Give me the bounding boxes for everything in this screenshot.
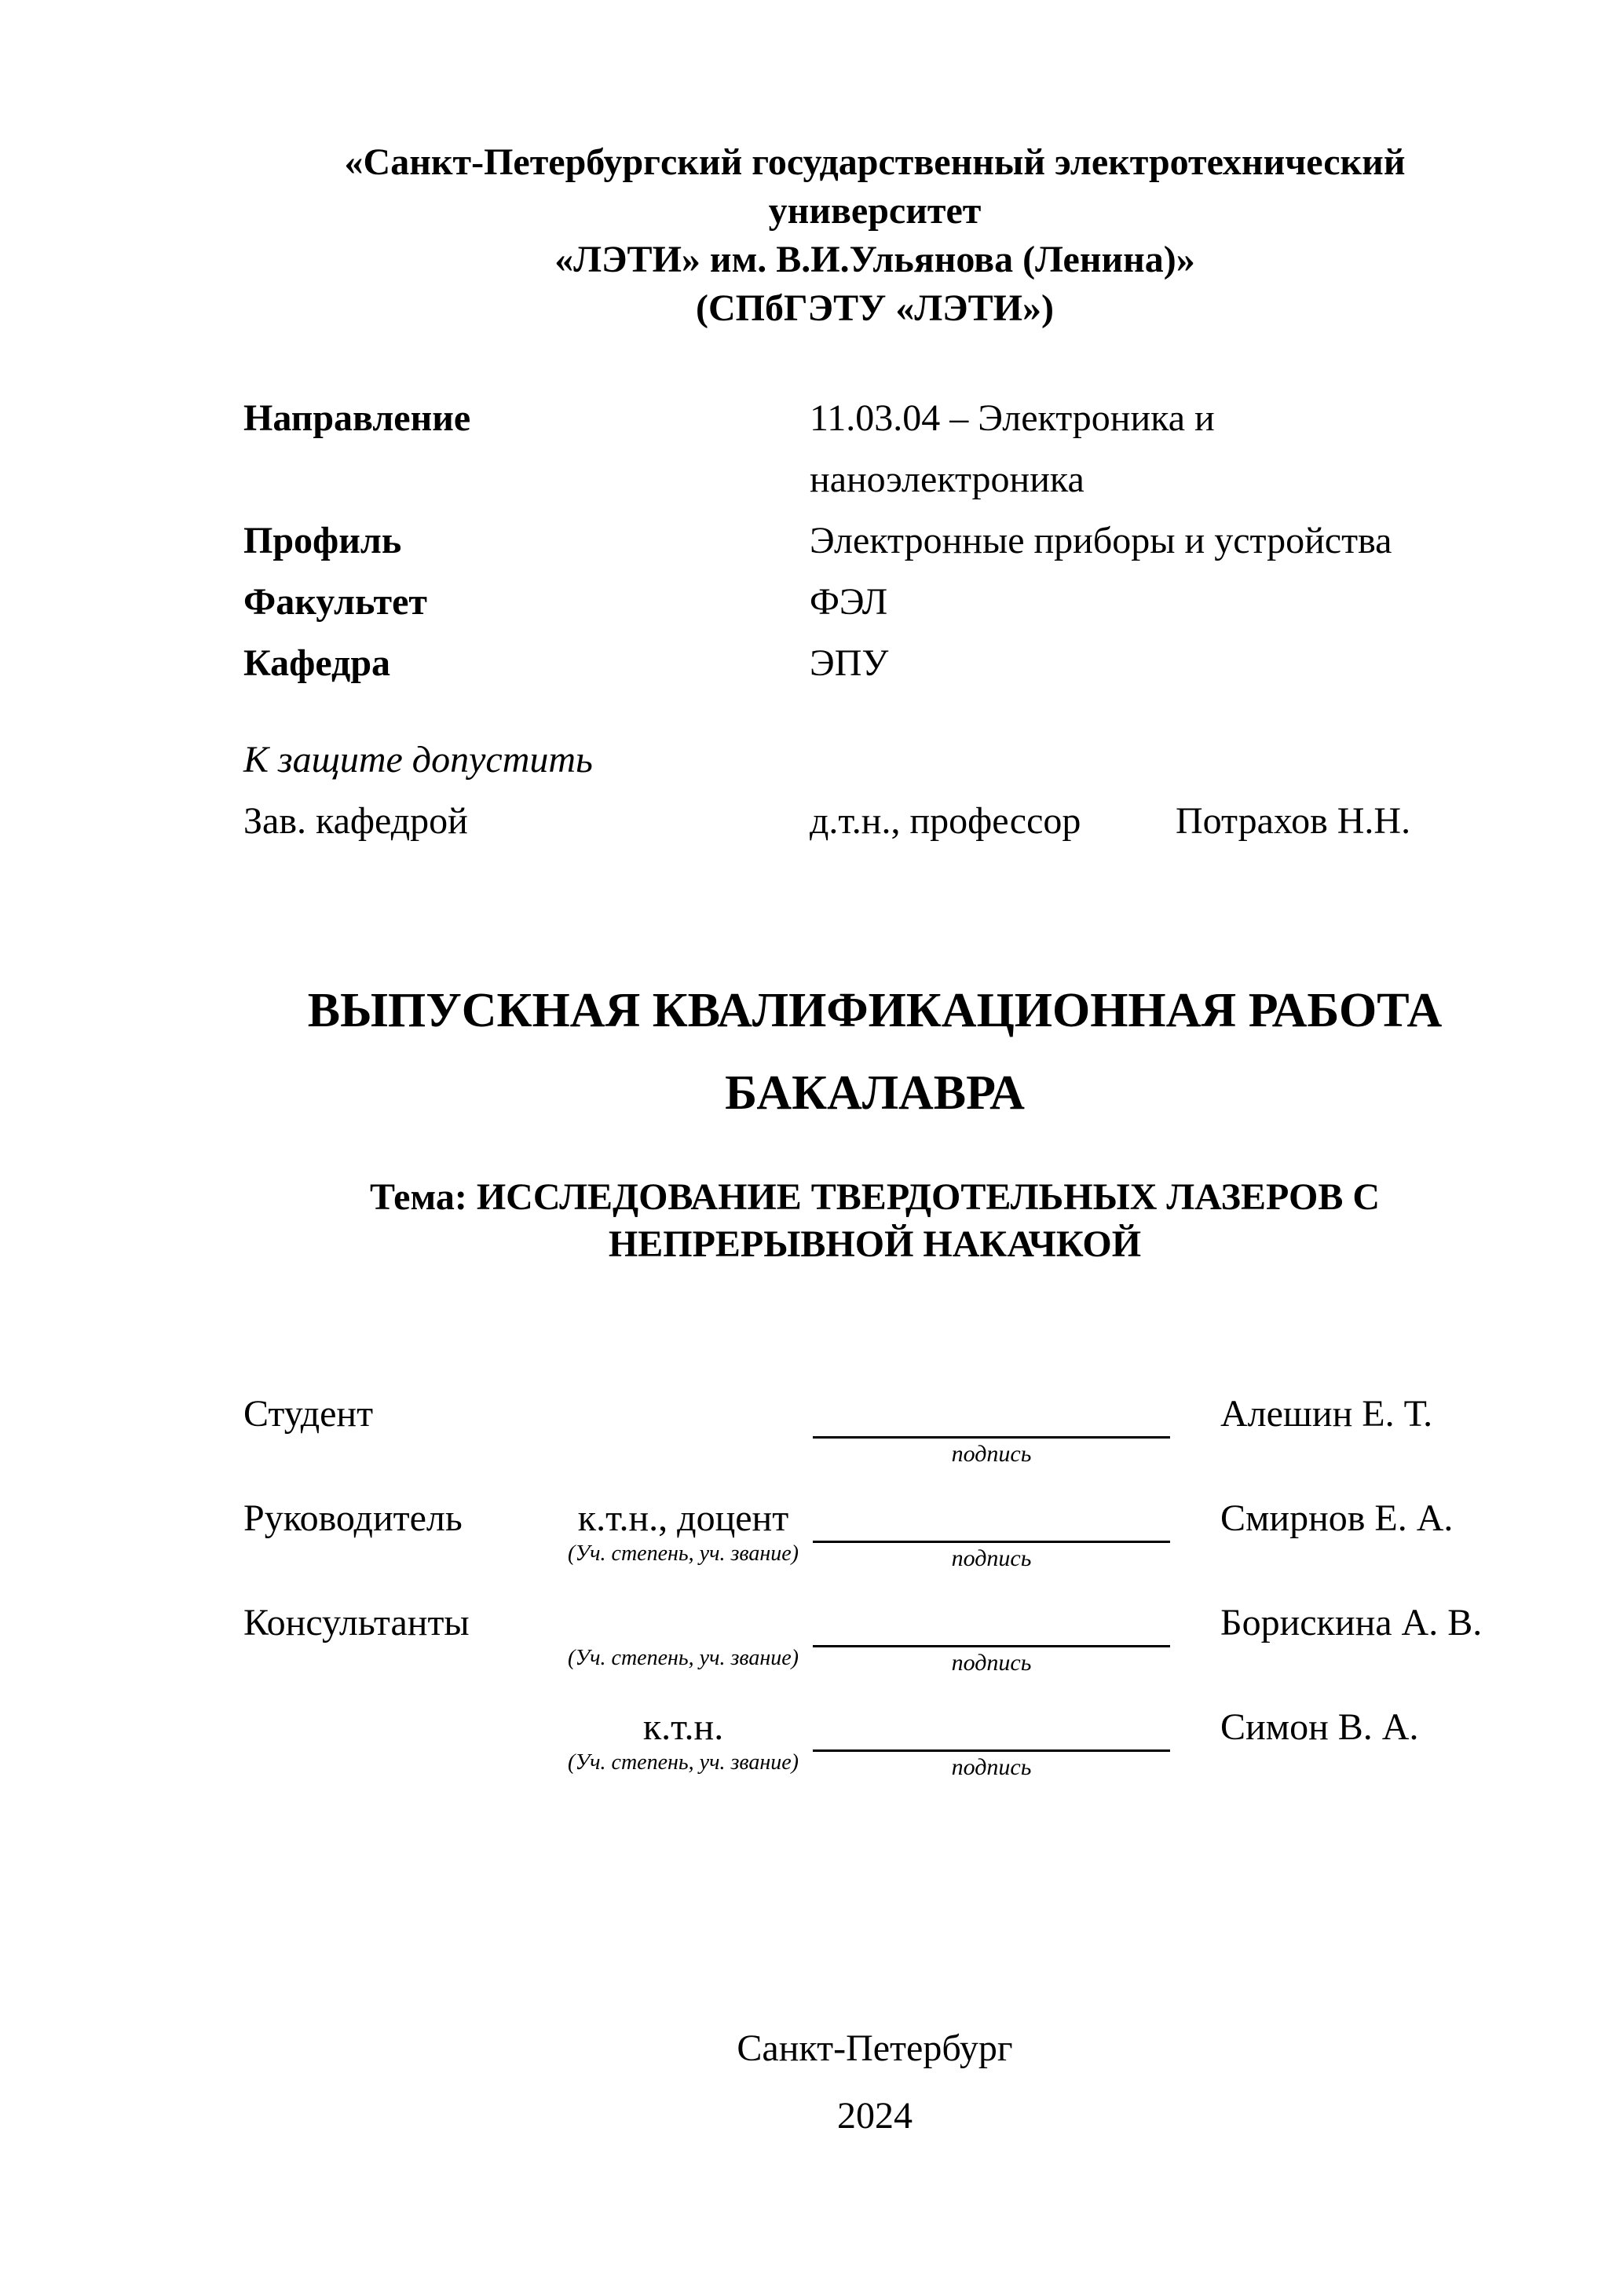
consultant-2-signature-caption: подпись [951,1754,1032,1780]
department-head-label: Зав. кафедрой [243,800,468,842]
university-header [243,138,1506,333]
supervisor-name: Смирнов Е. А. [1220,1497,1454,1539]
consultant-2-qualification-hint: (Уч. степень, уч. звание) [568,1750,799,1775]
student-role-label: Студент [243,1393,374,1435]
consultant-1-signature-caption: подпись [951,1650,1032,1676]
department-head-name: Потрахов Н.Н. [1176,800,1411,842]
student-qualification-text [554,1392,813,1436]
student-name: Алешин Е. Т. [1220,1393,1433,1435]
consultant-1-signature-line [813,1601,1170,1647]
student-signature-line [813,1392,1170,1439]
consultant-2-signature-area [813,1706,1170,1783]
consultant-2-qualification-text: к.т.н. [642,1706,724,1748]
profile-value: Электронные приборы и устройства [810,520,1392,561]
work-title [243,970,1506,1135]
supervisor-qualification-text: к.т.н., доцент [577,1497,789,1539]
direction-label-empty [243,449,810,510]
supervisor-qualification [554,1497,813,1574]
signature-row-consultant-2 [243,1706,1506,1783]
consultant-1-signature-area [813,1601,1170,1679]
details-row-direction-wrap [243,449,1506,510]
consultant-1-qualification [554,1601,813,1679]
profile-label: Профиль [243,520,402,561]
admission-block [243,729,1506,852]
work-topic [243,1174,1506,1268]
consultants-role-label: Консультанты [243,1602,470,1643]
student-signature-area [813,1392,1170,1470]
footer-city: Санкт-Петербург [737,2027,1013,2069]
work-title-line1: ВЫПУСКНАЯ КВАЛИФИКАЦИОННАЯ РАБОТА [307,984,1443,1037]
department-head-degree: д.т.н., профессор [810,800,1081,842]
consultant-1-qualification-hint: (Уч. степень, уч. звание) [568,1646,799,1670]
work-topic-line1: Тема: ИССЛЕДОВАНИЕ ТВЕРДОТЕЛЬНЫХ ЛАЗЕРОВ С [369,1176,1381,1218]
department-label: Кафедра [243,642,391,684]
program-details [243,388,1506,694]
details-row-direction [243,388,1506,449]
admission-intro: К защите допустить [243,739,593,781]
signature-row-supervisor [243,1497,1506,1574]
faculty-value: ФЭЛ [810,581,888,623]
university-name-line2: «ЛЭТИ» им. В.И.Ульянова (Ленина)» [554,239,1195,280]
consultant-2-role-label [243,1706,554,1783]
supervisor-signature-line [813,1497,1170,1543]
details-row-profile [243,510,1506,572]
supervisor-qualification-hint: (Уч. степень, уч. звание) [568,1541,799,1566]
department-value: ЭПУ [810,642,889,684]
direction-label: Направление [243,397,471,439]
signature-section [243,1392,1506,1783]
consultant-2-name: Симон В. А. [1220,1706,1419,1748]
supervisor-signature-area [813,1497,1170,1574]
university-abbreviation: (СПбГЭТУ «ЛЭТИ») [696,287,1054,329]
supervisor-signature-caption: подпись [951,1545,1032,1571]
signature-row-student [243,1392,1506,1470]
supervisor-role-label: Руководитель [243,1497,463,1539]
student-qualification [554,1392,813,1470]
consultant-1-qualification-text [554,1601,813,1645]
student-signature-caption: подпись [951,1441,1032,1467]
direction-value-line1: 11.03.04 – Электроника и [810,397,1215,439]
consultant-2-qualification [554,1706,813,1783]
footer-year: 2024 [837,2095,913,2137]
consultant-1-name: Борискина А. В. [1220,1602,1483,1643]
details-row-faculty [243,572,1506,633]
university-name-line1: «Санкт-Петербургский государственный электротехнический университет [344,141,1406,232]
direction-value-line2: наноэлектроника [810,459,1084,500]
consultant-2-signature-line [813,1706,1170,1752]
admission-row [243,791,1506,852]
work-topic-line2: НЕПРЕРЫВНОЙ НАКАЧКОЙ [608,1223,1142,1265]
footer [243,2015,1506,2150]
details-row-department [243,633,1506,694]
work-title-line2: БАКАЛАВРА [725,1066,1025,1120]
signature-row-consultant-1 [243,1601,1506,1679]
faculty-label: Факультет [243,581,427,623]
